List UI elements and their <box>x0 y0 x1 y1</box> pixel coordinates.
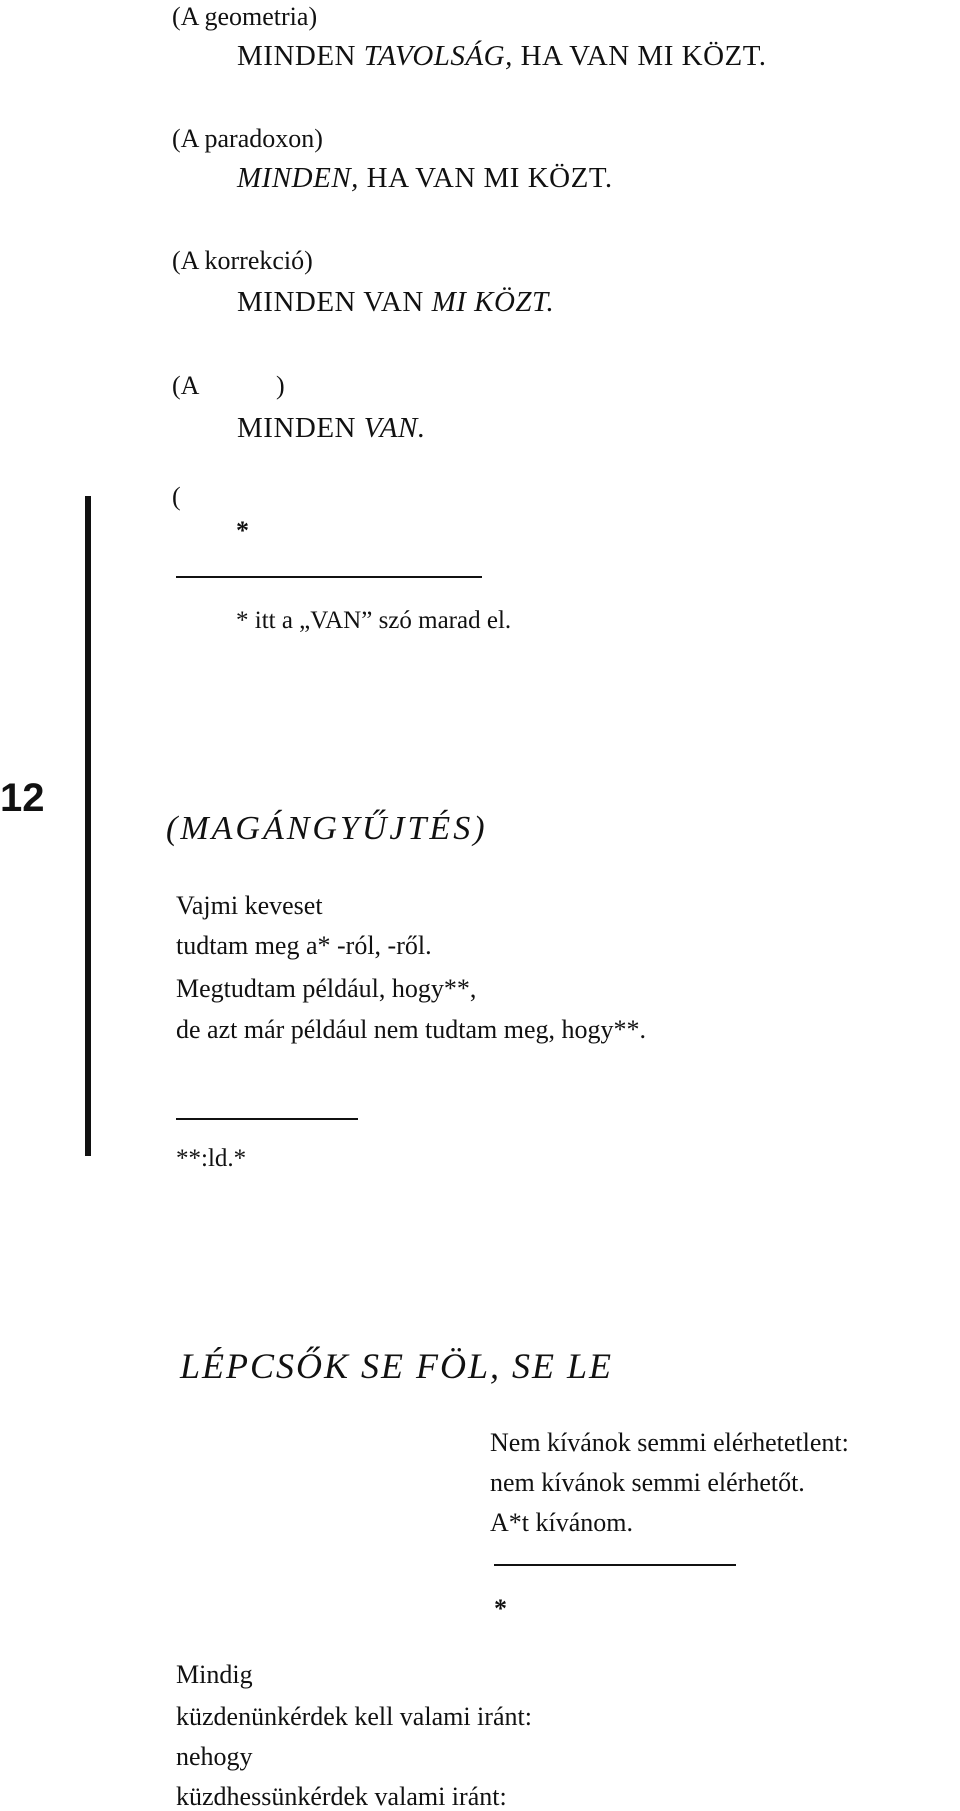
line-korrekcio <box>237 288 554 317</box>
page-number: 12 <box>0 776 45 820</box>
magangyujtes-line-4: de azt már például nem tudtam meg, hogy**. <box>176 1015 647 1044</box>
lepcsok-stanza1-line-2: nem kívánok semmi elérhetőt. <box>490 1468 805 1497</box>
line-minden-van-pre: MINDEN <box>237 412 364 444</box>
footnote-rule-1 <box>176 576 482 578</box>
lepcsok-stanza2-line-3: nehogy <box>176 1742 253 1771</box>
line-paradoxon-post: HA VAN MI KÖZT. <box>358 162 613 194</box>
lepcsok-stanza2-line-4: küzdhessünkérdek valami iránt: <box>176 1782 507 1811</box>
line-minden-van <box>237 414 426 443</box>
line-minden-van-italic: VAN. <box>363 412 426 444</box>
label-paradoxon: (A paradoxon) <box>172 124 323 153</box>
line-geometria-italic: TAVOLSÁG, <box>363 40 513 72</box>
footnote-1: * itt a „VAN” szó marad el. <box>236 607 512 634</box>
line-geometria <box>237 42 767 71</box>
section-title-magangyujtes: (MAGÁNGYŰJTÉS) <box>166 810 488 847</box>
footnote-rule-3 <box>494 1564 736 1566</box>
line-geometria-post: HA VAN MI KÖZT. <box>512 40 767 72</box>
magangyujtes-line-1: Vajmi keveset <box>176 891 323 920</box>
label-geometria: (A geometria) <box>172 2 318 31</box>
line-geometria-pre: MINDEN <box>237 40 364 72</box>
lepcsok-stanza1-line-3: A*t kívánom. <box>490 1508 633 1537</box>
margin-bar <box>85 496 91 1156</box>
magangyujtes-line-2: tudtam meg a* -ról, -ről. <box>176 931 432 960</box>
lepcsok-stanza2-line-2: küzdenünkérdek kell valami iránt: <box>176 1702 532 1731</box>
section-title-lepcsok: LÉPCSŐK SE FÖL, SE LE <box>180 1346 614 1386</box>
open-paren: ( <box>172 482 181 511</box>
lepcsok-stanza2-line-1: Mindig <box>176 1660 253 1689</box>
asterisk-1: * <box>236 516 249 545</box>
lepcsok-stanza1-line-1: Nem kívánok semmi elérhetetlent: <box>490 1428 849 1457</box>
line-korrekcio-pre: MINDEN VAN <box>237 286 432 318</box>
line-korrekcio-italic: MI KÖZT. <box>431 286 555 318</box>
line-paradoxon-italic: MINDEN, <box>237 162 359 194</box>
asterisk-3: * <box>494 1594 507 1623</box>
label-blank: (A ) <box>172 371 285 400</box>
line-paradoxon <box>237 164 613 193</box>
footnote-rule-2 <box>176 1118 358 1120</box>
label-korrekcio: (A korrekció) <box>172 246 313 275</box>
magangyujtes-line-3: Megtudtam például, hogy**, <box>176 974 477 1003</box>
footnote-2: **:ld.* <box>176 1145 247 1172</box>
